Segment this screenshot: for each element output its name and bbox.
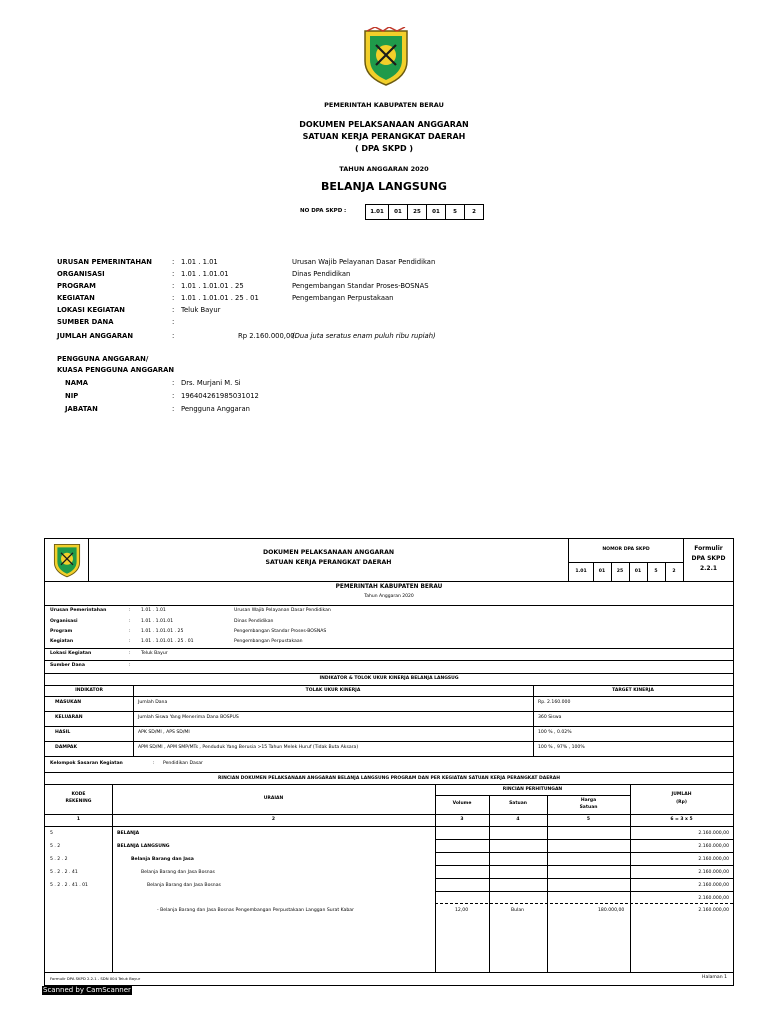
nomor-dpa-grid (569, 563, 683, 581)
form-title-2: SATUAN KERJA PERANGKAT DAERAH (265, 559, 392, 566)
no-dpa-part: 5 (445, 204, 465, 220)
sumber-label: Sumber Dana (50, 663, 85, 668)
col-num: 2 (271, 817, 276, 822)
row-kode: 5 (50, 831, 53, 836)
pa-title-2: KUASA PENGGUNA ANGGARAN (57, 366, 175, 374)
info-code: 1.01 . 1.01.01 . 25 (181, 282, 244, 290)
kelompok-value: Pendidikan Dasar (163, 761, 203, 766)
nomor-dpa-label: NOMOR DPA SKPD (602, 547, 650, 552)
row-kode: 5 . 2 (50, 844, 61, 849)
hdr-harga-2: Satuan (579, 805, 598, 810)
nomor-part: 2 (672, 569, 676, 574)
form-info-code: 1.01 . 1.01 (141, 608, 166, 613)
cover-info-row (57, 292, 717, 304)
pa-value: Drs. Murjani M. Si (181, 379, 241, 387)
detail-uraian: - Belanja Barang dan Jasa Bosnas Pengembangan Perpustakaan Langgan Surat Kabar (157, 908, 354, 913)
lokasi-colon: : (129, 651, 131, 656)
lokasi-label: Lokasi Kegiatan (50, 651, 92, 656)
pa-value: 196404261985031012 (181, 392, 259, 400)
detail-jumlah: 2.160.000,00 (698, 908, 729, 913)
cover-logo (361, 27, 411, 87)
kelompok-colon: : (153, 761, 155, 766)
detail-satuan: Bulan (511, 908, 525, 913)
form-footer-right: Halaman 1 (702, 975, 727, 980)
form-info-colon: : (129, 629, 131, 634)
info-label: LOKASI KEGIATAN (57, 306, 125, 314)
cover-gov: PEMERINTAH KABUPATEN BERAU (324, 101, 444, 109)
info-desc: Pengembangan Standar Proses-BOSNAS (292, 282, 429, 290)
hdr-jumlah-1: JUMLAH (671, 792, 692, 797)
info-code: Teluk Bayur (181, 306, 221, 314)
form-info-code: 1.01 . 1.01.01 (141, 619, 174, 624)
row-uraian: Belanja Barang dan Jasa Bosnas (141, 870, 215, 875)
indicator-target: 360 Siswa (538, 715, 562, 720)
indicator-target: 100 % , 0.02% (538, 730, 572, 735)
row-kode: 5 . 2 . 2 (50, 857, 68, 862)
info-label: JUMLAH ANGGARAN (57, 332, 134, 340)
info-colon: : (172, 332, 175, 340)
col-num: 1 (76, 817, 81, 822)
info-label: SUMBER DANA (57, 318, 114, 326)
no-dpa-colon: : (344, 208, 347, 214)
hdr-kode-1: KODE (71, 792, 86, 797)
info-desc: Pengembangan Perpustakaan (292, 294, 394, 302)
pa-colon: : (172, 392, 175, 400)
hdr-uraian: URAIAN (263, 796, 284, 801)
row-jumlah: 2.160.000,00 (698, 883, 729, 888)
hdr-satuan: Satuan (509, 801, 527, 806)
pa-title-1: PENGGUNA ANGGARAN/ (57, 355, 149, 363)
form-info-desc: Pengembangan Perpustakaan (234, 639, 303, 644)
form-info-colon: : (129, 619, 131, 624)
row-jumlah: 2.160.000,00 (698, 844, 729, 849)
cover-title-2: SATUAN KERJA PERANGKAT DAERAH (302, 132, 466, 141)
form-year: Tahun Anggaran 2020 (364, 594, 414, 599)
pa-label: NAMA (65, 379, 88, 387)
info-label: PROGRAM (57, 282, 96, 290)
formulir-label-3: 2.2.1 (699, 565, 718, 572)
form-info-label: Urusan Pemerintahan (50, 608, 107, 613)
cover-title-1: DOKUMEN PELAKSANAAN ANGGARAN (299, 120, 469, 129)
kelompok-label: Kelompok Sasaran Kegiatan (50, 761, 123, 766)
pa-row (57, 377, 717, 389)
pa-row (57, 403, 717, 415)
cover-title-3: ( DPA SKPD ) (354, 144, 414, 153)
form-page (44, 538, 734, 986)
indicator-name: KELUARAN (55, 715, 83, 720)
cover-main-title: BELANJA LANGSUNG (321, 180, 447, 193)
row-uraian: Belanja Barang dan Jasa (131, 857, 194, 862)
sub-total: 2.160.000,00 (698, 896, 729, 901)
cover-info-row (57, 280, 717, 292)
nomor-part: 01 (634, 569, 642, 574)
info-code: 1.01 . 1.01 (181, 258, 218, 266)
nomor-part: 1.01 (575, 569, 587, 574)
indicator-name: MASUKAN (55, 700, 82, 705)
indicator-tolak: Jumlah Siswa Yang Menerima Dana BOSPUS (138, 715, 239, 720)
info-colon: : (172, 282, 175, 290)
no-dpa-part: 01 (426, 204, 446, 220)
no-dpa-part: 25 (407, 204, 427, 220)
form-info-label: Program (50, 629, 73, 634)
row-uraian: BELANJA LANGSUNG (117, 844, 170, 849)
nomor-part: 5 (654, 569, 658, 574)
pa-label: JABATAN (65, 405, 98, 413)
indicator-target: Rp. 2.160.000 (538, 700, 571, 705)
form-info-label: Organisasi (50, 619, 78, 624)
row-uraian: BELANJA (117, 831, 140, 836)
col-num: 4 (516, 817, 520, 822)
hdr-jumlah-2: (Rp) (676, 800, 687, 805)
form-footer-left: Formulir DPA SKPD 2.2.1 - SDN 004 Teluk Bayur (50, 976, 141, 981)
info-label: URUSAN PEMERINTAHAN (57, 258, 152, 266)
amount-value: Rp 2.160.000,00 (238, 332, 295, 340)
cover-year: TAHUN ANGGARAN 2020 (339, 165, 429, 173)
no-dpa-part: 1.01 (365, 204, 389, 220)
row-jumlah: 2.160.000,00 (698, 831, 729, 836)
indicator-header: TOLAK UKUR KINERJA (305, 688, 361, 693)
no-dpa-boxes (366, 204, 484, 220)
form-info-colon: : (129, 639, 131, 644)
formulir-label-2: DPA SKPD (691, 555, 726, 562)
cover-info-row (57, 316, 717, 328)
info-colon: : (172, 258, 175, 266)
detail-volume: 12,00 (455, 908, 469, 913)
pa-colon: : (172, 405, 175, 413)
form-info-desc: Pengembangan Standar Proses-BOSNAS (234, 629, 327, 634)
rincian-title: RINCIAN DOKUMEN PELAKSANAAN ANGGARAN BELANJA LANGSUNG PROGRAM DAN PER KEGIATAN SATUAN KERJA PERANGKAT DAERAH (217, 776, 561, 781)
form-info-colon: : (129, 608, 131, 613)
hdr-volume: Volume (452, 801, 472, 806)
form-title-1: DOKUMEN PELAKSANAAN ANGGARAN (262, 549, 395, 556)
pa-row (57, 390, 717, 402)
form-logo (51, 542, 83, 578)
form-info-code: 1.01 . 1.01.01 . 25 . 01 (141, 639, 194, 644)
form-info-code: 1.01 . 1.01.01 . 25 (141, 629, 184, 634)
indicator-header: INDIKATOR (75, 688, 103, 693)
hdr-harga-1: Harga (580, 798, 597, 803)
indicator-tolak: APM SD/MI , APM SMP/MTs , Penduduk Yang Berusia >15 Tahun Melek Huruf (Tidak Buta Aksara) (138, 745, 359, 750)
row-jumlah: 2.160.000,00 (698, 870, 729, 875)
form-info-desc: Urusan Wajib Pelayanan Dasar Pendidikan (234, 608, 331, 613)
pa-label: NIP (65, 392, 79, 400)
col-num: 5 (586, 817, 591, 822)
cover-info-row (57, 330, 717, 342)
form-gov: PEMERINTAH KABUPATEN BERAU (335, 584, 443, 590)
indicator-name: DAMPAK (55, 745, 77, 750)
col-num: 6 = 3 x 5 (670, 817, 693, 822)
info-label: ORGANISASI (57, 270, 105, 278)
info-colon: : (172, 318, 175, 326)
indicator-title: INDIKATOR & TOLOK UKUR KINERJA BELANJA LANGSUG (319, 676, 459, 681)
info-code: 1.01 . 1.01.01 . 25 . 01 (181, 294, 259, 302)
info-label: KEGIATAN (57, 294, 95, 302)
info-desc: Dinas Pendidikan (292, 270, 351, 278)
indicator-tolak: APK SD/MI , APS SD/MI (138, 730, 190, 735)
cover-info-row (57, 304, 717, 316)
info-desc: Urusan Wajib Pelayanan Dasar Pendidikan (292, 258, 436, 266)
indicator-tolak: Jumlah Dana (138, 700, 168, 705)
indicator-target: 100 % , 97% , 100% (538, 745, 585, 750)
row-jumlah: 2.160.000,00 (698, 857, 729, 862)
hdr-rincian: RINCIAN PERHITUNGAN (502, 787, 563, 792)
no-dpa-part: 2 (464, 204, 484, 220)
no-dpa-label: NO DPA SKPD (300, 208, 343, 214)
lokasi-value: Teluk Bayur (141, 651, 168, 656)
sumber-colon: : (129, 663, 131, 668)
info-colon: : (172, 270, 175, 278)
pa-value: Pengguna Anggaran (181, 405, 250, 413)
pa-colon: : (172, 379, 175, 387)
hdr-kode-2: REKENING (65, 799, 92, 804)
info-colon: : (172, 306, 175, 314)
scanner-watermark: Scanned by CamScanner (43, 986, 131, 994)
form-info-label: Kegiatan (50, 639, 74, 644)
amount-words: (Dua juta seratus enam puluh ribu rupiah) (292, 332, 436, 340)
form-info-desc: Dinas Pendidikan (234, 619, 274, 624)
nomor-part: 25 (616, 569, 624, 574)
row-kode: 5 . 2 . 2 . 41 . 01 (50, 883, 88, 888)
cover-info-row (57, 256, 717, 268)
info-colon: : (172, 294, 175, 302)
detail-harga: 180.000,00 (598, 908, 625, 913)
info-code: 1.01 . 1.01.01 (181, 270, 229, 278)
row-uraian: Belanja Barang dan Jasa Bosnas (147, 883, 221, 888)
nomor-part: 01 (598, 569, 606, 574)
indicator-name: HASIL (55, 730, 71, 735)
no-dpa-part: 01 (388, 204, 408, 220)
col-num: 3 (460, 817, 464, 822)
cover-info-row (57, 268, 717, 280)
row-kode: 5 . 2 . 2 . 41 (50, 870, 78, 875)
indicator-header: TARGET KINERJA (612, 688, 654, 693)
formulir-label-1: Formulir (694, 545, 723, 552)
